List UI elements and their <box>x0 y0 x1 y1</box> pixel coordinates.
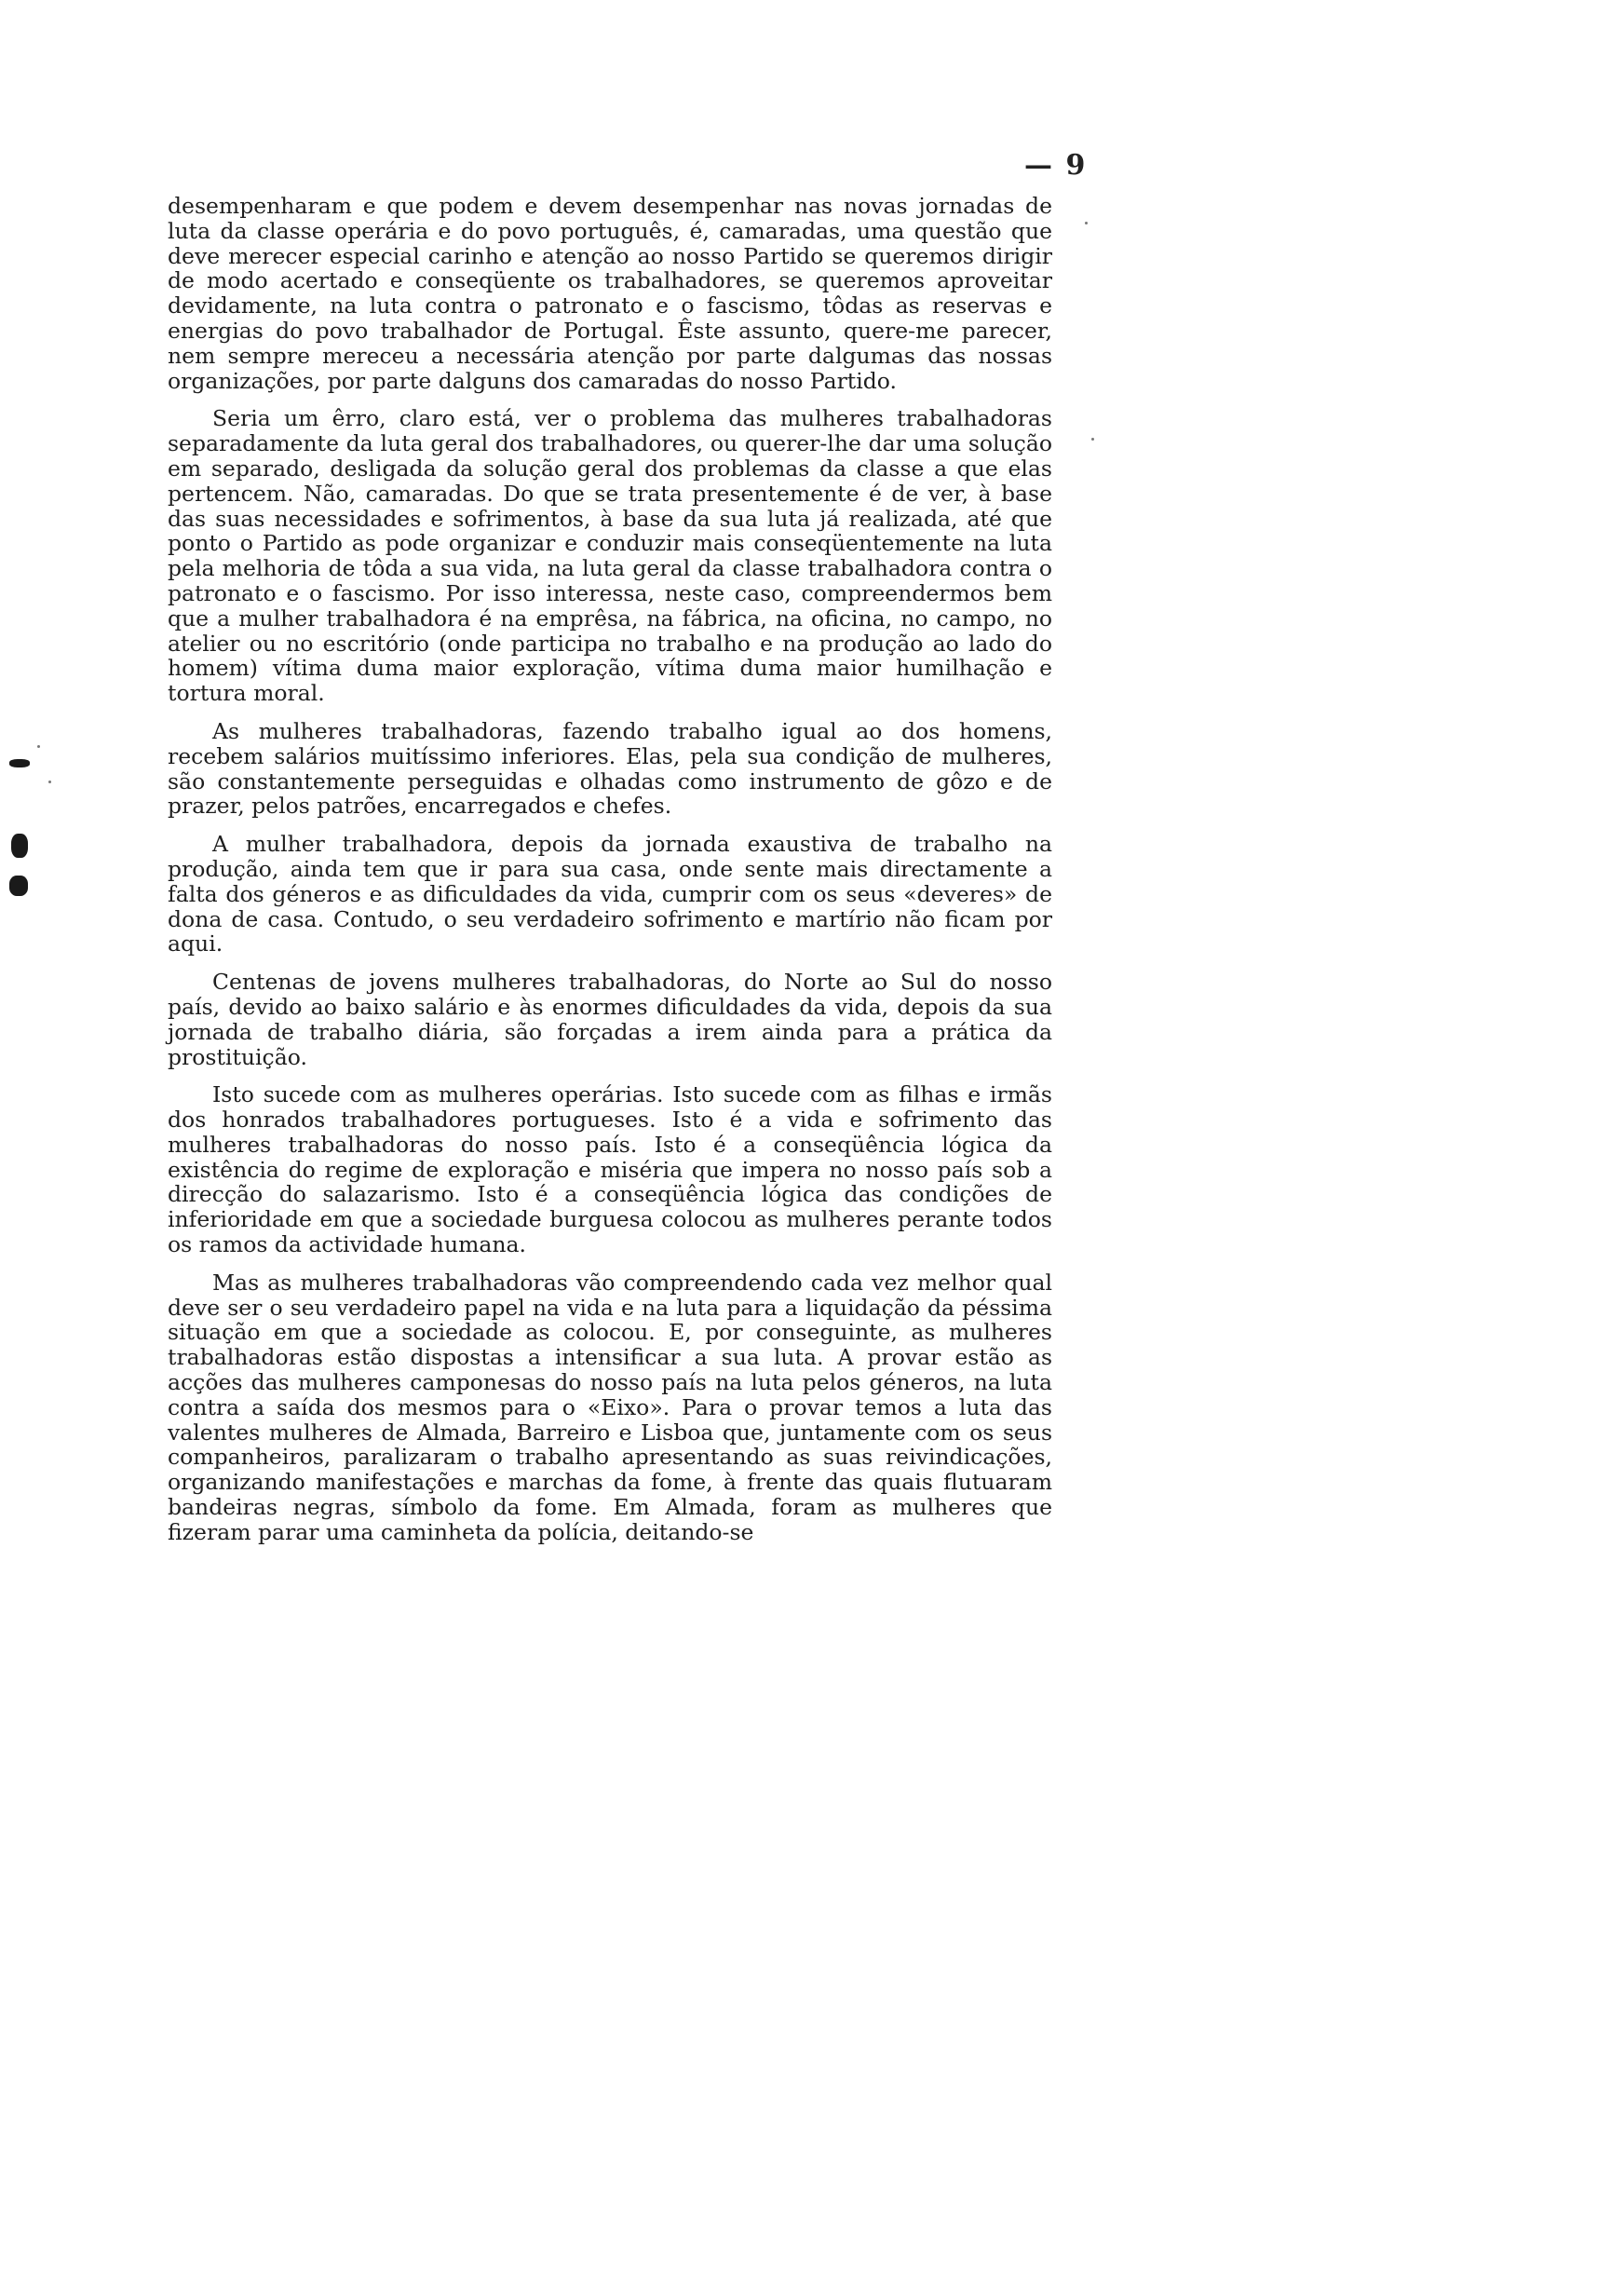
body-text <box>168 194 1052 1558</box>
scan-artifact-mark <box>11 834 28 858</box>
page-number: — 9 <box>1024 149 1088 182</box>
paragraph-1: desempenharam e que podem e devem desempenhar nas novas jornadas de luta da classe operária e do povo português, é, camaradas, uma questão que deve merecer especial carinho e atenção ao nosso Partido se queremos dirigir de modo acertado e conseqüente os trabalhadores, se queremos aproveitar devidamente, na luta contra o patronato e o fascismo, tôdas as reservas e energias do povo trabalhador de Portugal. Êste assunto, quere-me parecer, nem sempre mereceu a necessária atenção por parte dalgumas das nossas organizações, por parte dalguns dos camaradas do nosso Partido. <box>168 193 1052 394</box>
scan-artifact-mark <box>9 759 30 767</box>
paragraph-3: As mulheres trabalhadoras, fazendo trabalho igual ao dos homens, recebem salários muitíssimo inferiores. Elas, pela sua condição de mulheres, são constantemente perseguidas e olhadas como instrumento de gôzo e de prazer, pelos patrões, encarregados e chefes. <box>168 717 1052 820</box>
paragraph-7: Mas as mulheres trabalhadoras vão compreendendo cada vez melhor qual deve ser o seu verdadeiro papel na vida e na luta para a liquidação da péssima situação em que a sociedade as colocou. E, por conseguinte, as mulheres trabalhadoras estão dispostas a intensificar a sua luta. A provar estão as acções das mulheres camponesas do nosso país na luta pelos géneros, na luta contra a saída dos mesmos para o «Eixo». Para o provar temos a luta das valentes mulheres de Almada, Barreiro e Lisboa que, juntamente com os seus companheiros, paralizaram o trabalho apresentando as suas reivindicações, organizando manifestações e marchas da fome, à frente das quais flutuaram bandeiras negras, símbolo da fome. Em Almada, foram as mulheres que fizeram parar uma caminheta da polícia, deitando-se <box>168 1269 1052 1545</box>
paragraph-5: Centenas de jovens mulheres trabalhadoras, do Norte ao Sul do nosso país, devido ao baixo salário e às enormes dificuldades da vida, depois da sua jornada de trabalho diária, são forçadas a irem ainda para a prática da prostituição. <box>168 969 1052 1070</box>
scan-speck <box>1085 222 1088 224</box>
paragraph-6: Isto sucede com as mulheres operárias. Isto sucede com as filhas e irmãs dos honrados trabalhadores portugueses. Isto é a vida e sofrimento das mulheres trabalhadoras do nosso país. Isto é a conseqüência lógica da existência do regime de exploração e miséria que impera no nosso país sob a direcção do salazarismo. Isto é a conseqüência lógica das condições de inferioridade em que a sociedade burguesa colocou as mulheres perante todos os ramos da actividade humana. <box>168 1081 1052 1258</box>
scan-speck <box>37 745 40 748</box>
scan-speck <box>48 781 51 783</box>
scan-artifact-mark <box>9 876 28 896</box>
scan-speck <box>1091 438 1094 441</box>
paragraph-2: Seria um êrro, claro está, ver o problema das mulheres trabalhadoras separadamente da luta geral dos trabalhadores, ou querer-lhe dar uma solução em separado, desligada da solução geral dos problemas da classe a que elas pertencem. Não, camaradas. Do que se trata presentemente é de ver, à base das suas necessidades e sofrimentos, à base da sua luta já realizada, até que ponto o Partido as pode organizar e conduzir mais conseqüentemente na luta pela melhoria de tôda a sua vida, na luta geral da classe trabalhadora contra o patronato e o fascismo. Por isso interessa, neste caso, compreendermos bem que a mulher trabalhadora é na emprêsa, na fábrica, na oficina, no campo, no atelier ou no escritório (onde participa no trabalho e na produção ao lado do homem) vítima duma maior exploração, vítima duma maior humilhação e tortura moral. <box>168 405 1052 707</box>
paragraph-4: A mulher trabalhadora, depois da jornada exaustiva de trabalho na produção, ainda tem que ir para sua casa, onde sente mais directamente a falta dos géneros e as dificuldades da vida, cumprir com os seus «deveres» de dona de casa. Contudo, o seu verdadeiro sofrimento e martírio não ficam por aqui. <box>168 831 1052 957</box>
